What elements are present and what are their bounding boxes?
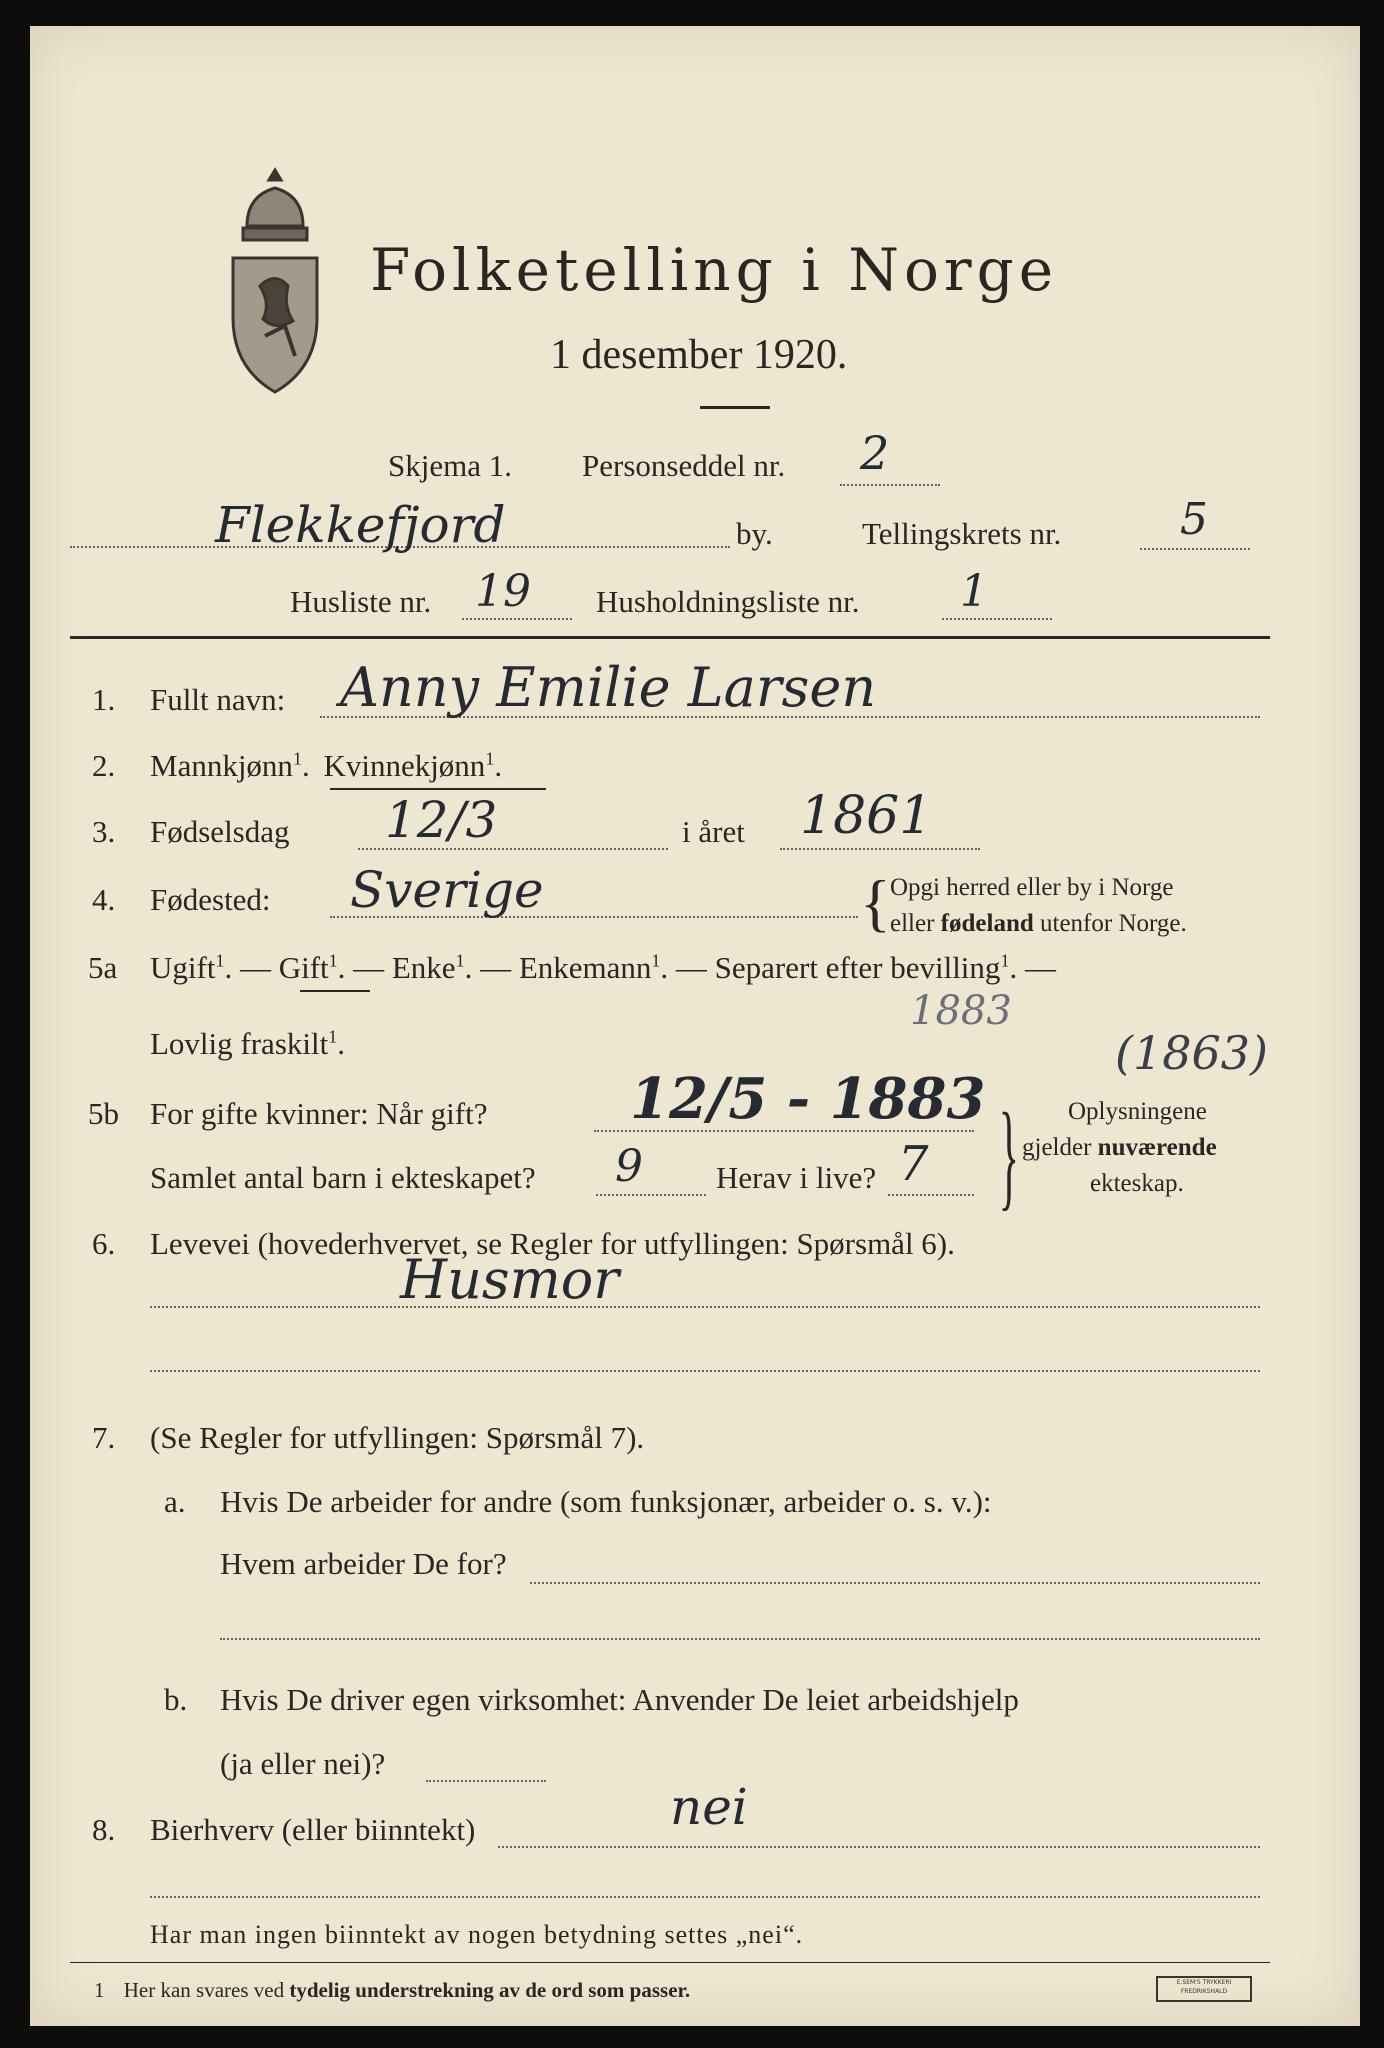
form-date: 1 desember 1920. [550, 332, 848, 378]
q2-male: Mannkjønn [150, 748, 293, 783]
husholdningsliste-value: 1 [960, 566, 988, 617]
q5b-children-line [596, 1194, 706, 1196]
q5a-annot-paren: (1863) [1115, 1026, 1268, 1080]
q5a-enkemann: Enkemann [518, 950, 652, 985]
q4-note2-b: fødeland [940, 910, 1034, 937]
q5a-separert-sup: 1 [1000, 950, 1010, 971]
husholdningsliste-label: Husholdningsliste nr. [596, 584, 860, 619]
q2-female: Kvinnekjønn [323, 748, 486, 783]
q4-label: Fødested: [150, 882, 271, 917]
norwegian-coat-of-arms-icon [225, 166, 325, 396]
q7-number: 7. [92, 1420, 116, 1455]
census-form-sheet [30, 26, 1360, 2026]
by-label: by. [736, 516, 773, 551]
q4-brace: { [860, 867, 891, 938]
q4-value: Sverige [350, 861, 544, 919]
q4-note-line2 [890, 910, 1187, 938]
header-rule [70, 636, 1270, 639]
printer-line2: FREDRIKSHALD [1180, 1988, 1228, 1995]
tellingskrets-line [1140, 548, 1250, 550]
q5b-children-value: 9 [615, 1141, 643, 1192]
q5a-dash2: — [345, 950, 392, 985]
q5b-note-line3: ekteskap. [1090, 1170, 1184, 1197]
q5a-gift: Gift [278, 950, 329, 985]
q5b-alive-label: Herav i live? [716, 1160, 877, 1195]
q5a-ugift: Ugift [150, 950, 216, 985]
printer-line1: E.SEM'S TRYKKERI [1176, 1979, 1232, 1986]
personseddel-line [840, 484, 940, 486]
q6-number: 6. [92, 1226, 116, 1261]
q5a-dash5: — [1017, 950, 1056, 985]
q5a-annot-year: 1883 [910, 988, 1012, 1034]
husliste-line [462, 618, 572, 620]
q4-number: 4. [92, 882, 116, 917]
q5a-dash4: — [668, 950, 715, 985]
q7a-question: Hvem arbeider De for? [220, 1546, 507, 1581]
q5b-label: For gifte kvinner: Når gift? [150, 1096, 488, 1131]
q5b-alive-value: 7 [898, 1136, 929, 1192]
q3-year-value: 1861 [800, 786, 933, 846]
q7a-line1 [530, 1582, 1260, 1584]
q1-number: 1. [92, 682, 116, 717]
skjema-label: Skjema 1. [388, 448, 512, 483]
q8-note: Har man ingen biinntekt av nogen betydning settes „nei“. [150, 1920, 804, 1949]
q5b-note-line1: Oplysningene [1068, 1098, 1207, 1125]
personseddel-value: 2 [860, 426, 890, 480]
footnote-text2: tydelig understrekning av de ord som passer. [289, 1978, 691, 2002]
q5a-number: 5a [88, 950, 118, 985]
q5b-children-label: Samlet antal barn i ekteskapet? [150, 1160, 536, 1195]
q3-value: 12/3 [385, 791, 498, 849]
q8-label: Bierhverv (eller biinntekt) [150, 1812, 476, 1847]
q5b-value: 12/5 - 1883 [630, 1066, 986, 1132]
q5a-dash3: — [472, 950, 519, 985]
q5b-note-line2 [1022, 1134, 1217, 1162]
q1-label: Fullt navn: [150, 682, 286, 717]
by-value: Flekkefjord [215, 496, 506, 554]
footnote-text1: Her kan svares ved [123, 1978, 285, 2002]
tellingskrets-label: Tellingskrets nr. [862, 516, 1062, 551]
q7-label: (Se Regler for utfyllingen: Spørsmål 7). [150, 1420, 645, 1455]
q3-label: Fødselsdag [150, 814, 290, 849]
q7a-line2 [220, 1638, 1260, 1640]
q3-year-label: i året [682, 814, 745, 849]
q2-end: . [494, 748, 503, 783]
q5b-note2-b: nuværende [1097, 1134, 1217, 1161]
q5a-fraskilt: Lovlig fraskilt [150, 1026, 329, 1061]
husholdningsliste-line [942, 618, 1052, 620]
q4-note-line1: Opgi herred eller by i Norge [890, 874, 1174, 901]
q6-line1 [150, 1306, 1260, 1308]
q7b-line [426, 1780, 546, 1782]
q6-label: Levevei (hovederhvervet, se Regler for utfyllingen: Spørsmål 6). [150, 1226, 955, 1261]
q7b-question: (ja eller nei)? [220, 1746, 386, 1781]
q2-female-underline [330, 788, 546, 790]
q3-number: 3. [92, 814, 116, 849]
q4-note2-a: eller [890, 910, 935, 937]
q3-year-line [780, 848, 980, 850]
q6-line2 [150, 1370, 1260, 1372]
q6-value: Husmor [400, 1248, 620, 1311]
printer-mark [1156, 1976, 1252, 2002]
q5a-ugift-sup: 1 [215, 950, 225, 971]
q5a-fraskilt-sup: 1 [328, 1026, 338, 1047]
q7b-text: Hvis De driver egen virksomhet: Anvender De leiet arbeidshjelp [220, 1682, 1019, 1717]
q7b-number: b. [164, 1682, 188, 1717]
q2-female-sup: 1 [485, 748, 495, 769]
husliste-label: Husliste nr. [290, 584, 432, 619]
q8-number: 8. [92, 1812, 116, 1847]
q5b-brace: } [998, 1088, 1019, 1221]
title-divider [700, 406, 770, 409]
q7a-text: Hvis De arbeider for andre (som funksjonær, arbeider o. s. v.): [220, 1484, 992, 1519]
q5b-note2-a: gjelder [1022, 1134, 1092, 1161]
footnote-mark: 1 [94, 1978, 105, 2002]
personseddel-label: Personseddel nr. [582, 448, 786, 483]
q5a-separert: Separert efter bevilling [714, 950, 1001, 985]
q7a-number: a. [164, 1484, 186, 1519]
q4-note2-c: utenfor Norge. [1040, 910, 1187, 937]
q5a-line1: Ugift$^1$. — Gift$^1$. — Enke$^1$. — Enkemann$^1$. — Separert efter bevilling$^1$. — [150, 950, 1056, 985]
q1-value: Anny Emilie Larsen [340, 656, 877, 719]
q5b-alive-line [888, 1194, 974, 1196]
q5a-gift-underline [300, 990, 370, 992]
q8-line2 [150, 1896, 1260, 1898]
q5a-dash1: — [232, 950, 279, 985]
tellingskrets-value: 5 [1180, 494, 1208, 545]
q5b-number: 5b [88, 1096, 119, 1131]
q5a-line2: Lovlig fraskilt$^1$. [150, 1026, 345, 1061]
q5a-enke: Enke [391, 950, 456, 985]
q8-line1 [498, 1846, 1260, 1848]
husliste-value: 19 [475, 566, 531, 617]
form-title: Folketelling i Norge [370, 236, 1059, 304]
q5a-gift-sup: 1 [328, 950, 338, 971]
q2-options: Mannkjønn$^1$. Kvinnekjønn$^1$. [150, 748, 503, 783]
footnote [94, 1978, 690, 2003]
q8-value: nei [670, 1778, 748, 1836]
q2-male-sup: 1 [292, 748, 302, 769]
q5a-enke-sup: 1 [455, 950, 465, 971]
footnote-rule [70, 1962, 1270, 1963]
q5a-enkemann-sup: 1 [651, 950, 661, 971]
q2-number: 2. [92, 748, 116, 783]
